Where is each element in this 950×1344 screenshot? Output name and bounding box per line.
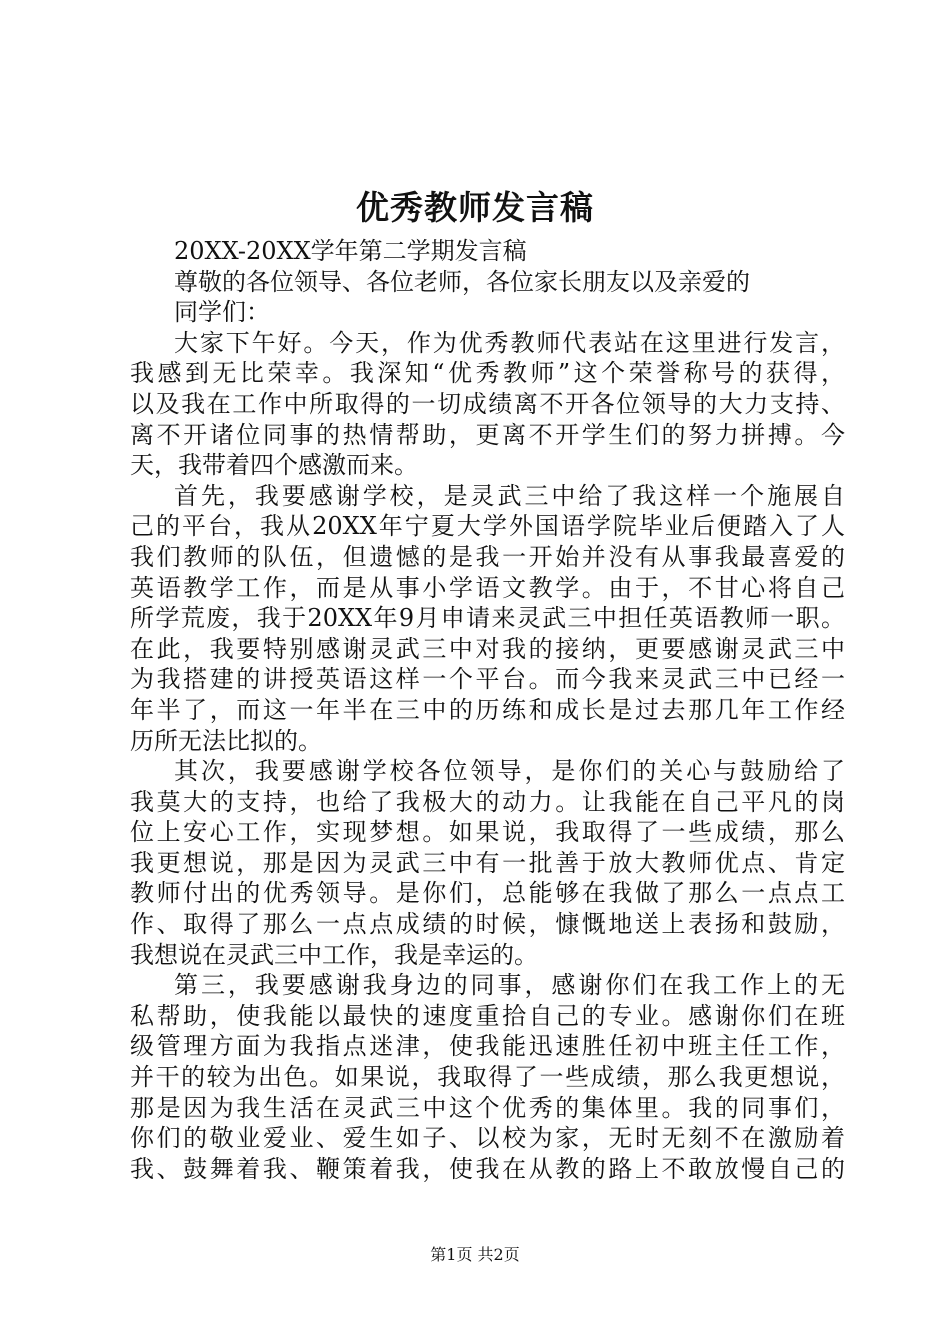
text-line: 位上安心工作，实现梦想。如果说，我取得了一些成绩，那么 [130,818,845,847]
text-line: 同学们： [174,298,270,327]
text-line: 天，我带着四个感激而来。 [130,451,418,480]
text-line: 私帮助，使我能以最快的速度重拾自己的专业。感谢你们在班 [130,1001,845,1030]
text-line: 你们的敬业爱业、爱生如子、以校为家，无时无刻不在激励着 [130,1124,845,1153]
text-line: 年半了，而这一年半在三中的历练和成长是过去那几年工作经 [130,695,845,724]
text-line: 20XX-20XX学年第二学期发言稿 [174,237,527,265]
text-line: 己的平台，我从20XX年宁夏大学外国语学院毕业后便踏入了人 [130,512,845,541]
text-line: 我感到无比荣幸。我深知“优秀教师”这个荣誉称号的获得， [130,359,845,388]
text-line: 英语教学工作，而是从事小学语文教学。由于，不甘心将自己 [130,573,845,602]
text-line: 大家下午好。今天，作为优秀教师代表站在这里进行发言， [174,328,845,357]
text-line: 第三，我要感谢我身边的同事，感谢你们在我工作上的无 [174,971,845,1000]
text-line: 我、鼓舞着我、鞭策着我，使我在从教的路上不敢放慢自己的 [130,1154,845,1183]
text-line: 所学荒废，我于20XX年9月申请来灵武三中担任英语教师一职。 [130,604,845,633]
document-title: 优秀教师发言稿 [356,188,594,227]
text-line: 教师付出的优秀领导。是你们，总能够在我做了那么一点点工 [130,879,845,908]
text-line: 为我搭建的讲授英语这样一个平台。而今我来灵武三中已经一 [130,665,845,694]
page-footer: 第1页 共2页 [430,1245,520,1264]
text-line: 在此，我要特别感谢灵武三中对我的接纳，更要感谢灵武三中 [130,634,845,663]
text-line: 那是因为我生活在灵武三中这个优秀的集体里。我的同事们， [130,1093,845,1122]
text-line: 并干的较为出色。如果说，我取得了一些成绩，那么我更想说， [130,1063,845,1092]
text-line: 我更想说，那是因为灵武三中有一批善于放大教师优点、肯定 [130,848,845,877]
text-line: 我莫大的支持，也给了我极大的动力。让我能在自己平凡的岗 [130,787,845,816]
text-line: 我们教师的队伍，但遗憾的是我一开始并没有从事我最喜爱的 [130,542,845,571]
text-line: 尊敬的各位领导、各位老师，各位家长朋友以及亲爱的 [174,267,750,296]
text-line: 首先，我要感谢学校，是灵武三中给了我这样一个施展自 [174,481,845,510]
text-line: 历所无法比拟的。 [130,726,322,755]
text-line: 我想说在灵武三中工作，我是幸运的。 [130,940,538,969]
text-line: 级管理方面为我指点迷津，使我能迅速胜任初中班主任工作， [130,1032,845,1061]
document-body [130,236,845,1184]
text-line: 其次，我要感谢学校各位领导，是你们的关心与鼓励给了 [174,757,845,786]
text-line: 作、取得了那么一点点成绩的时候，慷慨地送上表扬和鼓励， [130,910,845,939]
text-line: 以及我在工作中所取得的一切成绩离不开各位领导的大力支持、 [130,389,845,418]
text-line: 离不开诸位同事的热情帮助，更离不开学生们的努力拼搏。今 [130,420,845,449]
